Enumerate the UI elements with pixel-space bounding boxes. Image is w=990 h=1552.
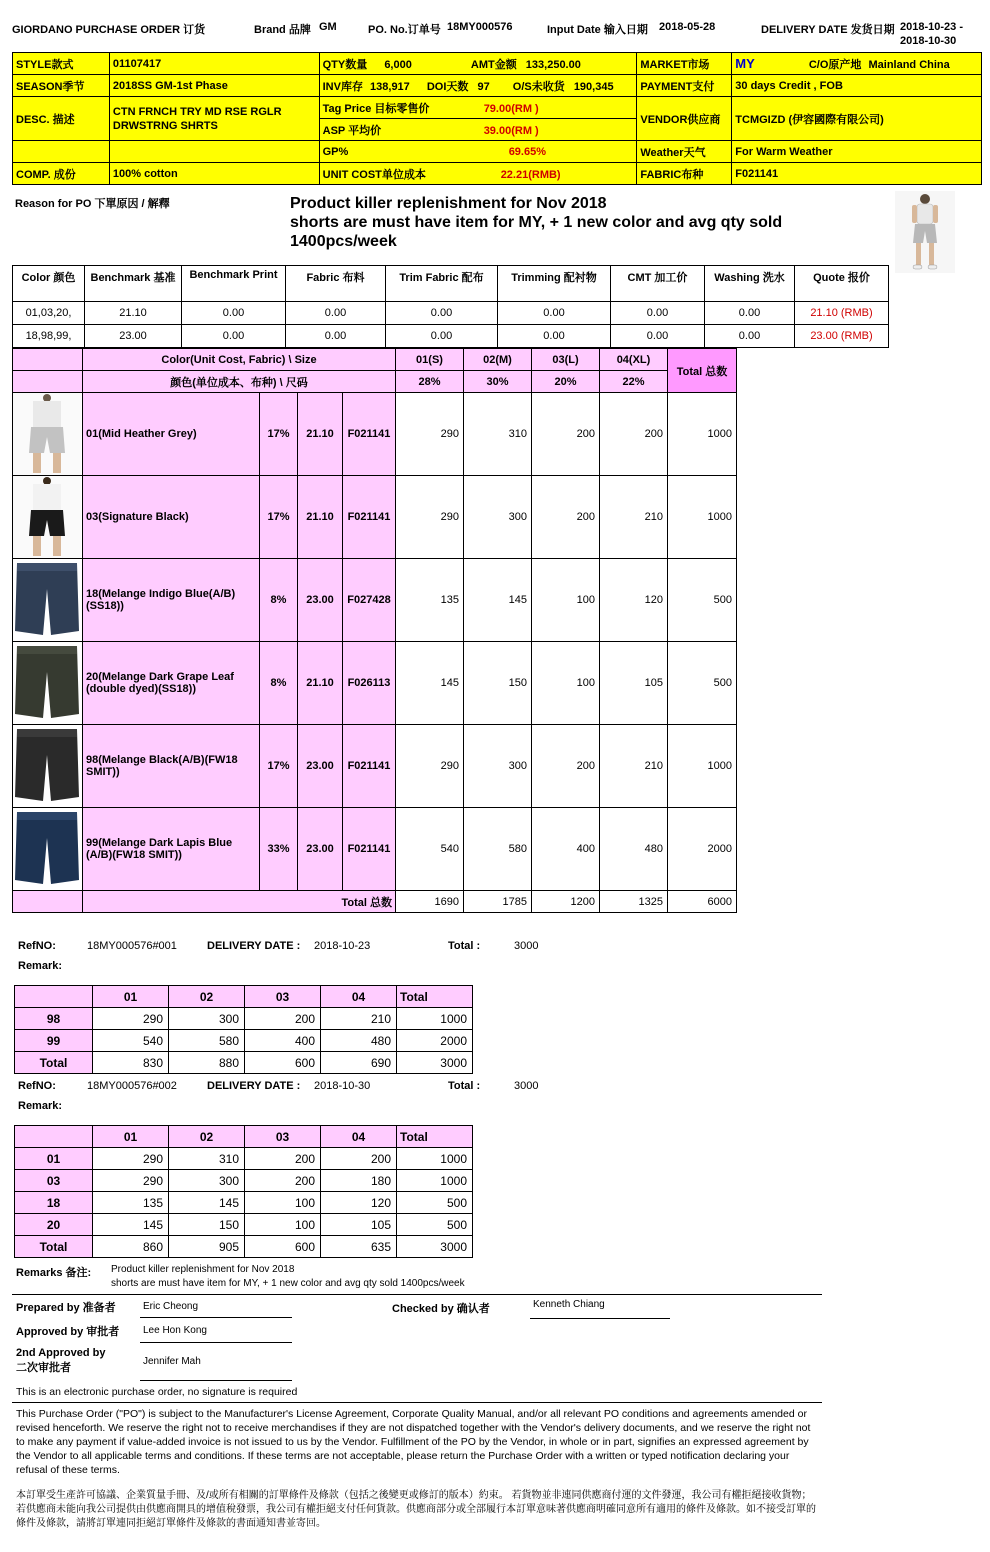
table-row: Total 860 905 600 635 3000 [15,1236,473,1258]
color-01-name: 01(Mid Heather Grey) [83,393,260,476]
reason-line-1: Product killer replenishment for Nov 2018 [290,195,607,212]
table-row: 03 290 300 200 180 1000 [15,1170,473,1192]
asp-label: ASP 平均价 [322,124,382,137]
size-xl: 04(XL) [600,349,668,371]
divider [12,1402,822,1403]
reason-label: Reason for PO 下單原因 / 解釋 [15,198,170,210]
delivery-date-label: DELIVERY DATE 发货日期 [761,24,895,36]
comp-value: 100% cotton [109,163,319,185]
fabric-label: FABRIC布种 [637,163,732,185]
brand-value: GM [319,21,337,33]
checked-name: Kenneth Chiang [533,1299,605,1310]
delivery-2-date-label: DELIVERY DATE : [207,1080,301,1092]
delivery-1-ref: 18MY000576#001 [87,940,177,952]
vendor-value: TCMGIZD (伊容國際有限公司) [732,97,982,141]
color-20-photo [13,642,83,725]
market-value: MY [735,55,755,71]
remarks-label: Remarks 备注: [16,1267,92,1279]
color-20-cost: 21.10 [298,642,343,725]
weather-label: Weather天气 [637,141,732,163]
color-98-cost: 23.00 [298,725,343,808]
terms-english: This Purchase Order ("PO") is subject to the Manufacturer's License Agreement, Corporate Quality Manual, and/or all relevant PO conditions and agreements amended or revised henceforth. We reserve the right not to receive merchandises if they are not dispatched together with the Vendor's delivery documents, and we reserve the right not to make any payment if value-added invoice is not issued to us by the Vendor. Fulfillment of the PO by the Vendor, in whole or in part, signifies an expressed agreement by the Vendor to all applicable terms and conditions. If these terms are not acceptable, please return the Purchase Order with a written or typed notification declaring your refusal of these terms. [16,1408,811,1476]
color-20-pct: 8% [260,642,298,725]
color-98-pct: 17% [260,725,298,808]
brand-label: Brand 品牌 [254,24,311,36]
po-title: GIORDANO PURCHASE ORDER 订货 [12,24,206,36]
color-99-fabric: F021141 [343,808,396,891]
inv-value: 138,917 [370,80,410,93]
os-value: 190,345 [573,80,614,93]
fabric-value: F021141 [732,163,982,185]
po-number-label: PO. No.订单号 [368,24,441,36]
delivery-1-total: 3000 [514,940,539,952]
table-row: 01,03,20, 21.10 0.00 0.00 0.00 0.00 0.00 0.00 21.10 (RMB) [13,302,889,325]
color-01-fabric: F021141 [343,393,396,476]
reason-line-3: 1400pcs/week [290,233,397,250]
color-98-fabric: F021141 [343,725,396,808]
delivery-2-total: 3000 [514,1080,539,1092]
col-fabric: Fabric 布料 [286,266,386,302]
desc-value: CTN FRNCH TRY MD RSE RGLR DRWSTRNG SHRTS [109,97,319,141]
size-header-line-1: Color(Unit Cost, Fabric) \ Size [83,349,396,371]
size-color-table [12,348,737,913]
signature-line [140,1380,292,1381]
size-header-line-2: 颜色(单位成本、布种) \ 尺码 [83,371,396,393]
style-value: 01107417 [109,53,319,75]
color-99-name: 99(Melange Dark Lapis Blue (A/B)(FW18 SMIT)) [83,808,260,891]
signature-line [530,1318,670,1319]
delivery-2-ref: 18MY000576#002 [87,1080,177,1092]
color-row-18: 18(Melange Indigo Blue(A/B)(SS18)) 8% 23.00 F027428 135 145 100 120 500 [13,559,737,642]
table-row: 01 290 310 200 200 1000 [15,1148,473,1170]
tag-price-label: Tag Price 目标零售价 [322,102,430,115]
table-row: 18 135 145 100 120 500 [15,1192,473,1214]
color-98-photo [13,725,83,808]
table-row: Total 830 880 600 690 3000 [15,1052,473,1074]
color-20-fabric: F026113 [343,642,396,725]
color-01-cost: 21.10 [298,393,343,476]
doi-value: 97 [477,80,490,93]
input-date-label: Input Date 输入日期 [547,24,648,36]
size-m: 02(M) [464,349,532,371]
color-20-name: 20(Melange Dark Grape Leaf (double dyed)(SS18)) [83,642,260,725]
cost-header-row [13,266,889,302]
col-benchmark-print: Benchmark Print [182,266,286,302]
delivery-1-table: 01 02 03 04 Total 98 290 300 200 210 1000 99 540 580 400 480 2000 Total 830 880 600 690 3000 [14,985,473,1074]
col-trimming: Trimming 配衬物 [498,266,611,302]
season-value: 2018SS GM-1st Phase [109,75,319,97]
color-row-98: 98(Melange Black(A/B)(FW18 SMIT)) 17% 23.00 F021141 290 300 200 210 1000 [13,725,737,808]
po-info-table [12,52,982,185]
grand-total-label: Total 总数 [83,891,396,913]
signature-line [140,1342,292,1343]
ratio-xl: 22% [600,371,668,393]
ratio-s: 28% [396,371,464,393]
electronic-notice: This is an electronic purchase order, no signature is required [16,1386,298,1398]
desc-label: DESC. 描述 [13,97,110,141]
terms-chinese: 本訂單受生產許可協議、企業質量手冊、及/或所有相關的訂單條件及條款（包括之後變更或修訂的版本）約束。 若貨物並非連同供應商付運的文件發運，我公司有權拒絕接收貨物；若供應商未能向我公司提供由供應商開具的增值稅發票，我公司有權拒絕支付任何貨款。供應商部分或全部履行本訂單意味著供應商明確同意所有適用的條件及條款。如不接受訂單的條件及條款，請將訂單連同拒絕訂單條件及條款的書面通知書並寄回。 [16,1490,816,1529]
color-99-cost: 23.00 [298,808,343,891]
color-18-fabric: F027428 [343,559,396,642]
delivery-date-to: 2018-10-30 [900,35,957,47]
season-label: SEASON季节 [13,75,110,97]
tag-price-value: 79.00(RM ) [483,102,539,115]
approved2-name: Jennifer Mah [143,1356,201,1367]
origin-label: C/O原产地 [808,58,862,71]
divider [12,1294,822,1295]
po-number: 18MY000576 [447,21,513,33]
delivery-1-remark-label: Remark: [18,960,63,972]
qty-value: 6,000 [384,58,412,71]
asp-value: 39.00(RM ) [483,124,539,137]
payment-value: 30 days Credit , FOB [732,75,982,97]
remarks-line-2: shorts are must have item for MY, + 1 new color and avg qty sold 1400pcs/week [111,1278,465,1289]
delivery-2-ref-label: RefNO: [18,1080,56,1092]
origin-value: Mainland China [868,58,950,71]
product-photo [895,191,955,273]
gp-label: GP% [322,145,349,158]
reason-line-2: shorts are must have item for MY, + 1 new color and avg qty sold [290,214,783,231]
table-row: 99 540 580 400 480 2000 [15,1030,473,1052]
color-01-photo [13,393,83,476]
col-benchmark: Benchmark 基准 [85,266,182,302]
color-03-cost: 21.10 [298,476,343,559]
col-cmt: CMT 加工价 [611,266,705,302]
color-row-03: 03(Signature Black) 17% 21.10 F021141 290 300 200 210 1000 [13,476,737,559]
delivery-2-total-label: Total : [448,1080,481,1092]
weather-value: For Warm Weather [732,141,982,163]
size-l: 03(L) [532,349,600,371]
color-98-name: 98(Melange Black(A/B)(FW18 SMIT)) [83,725,260,808]
signature-line [140,1317,292,1318]
doi-label: DOI天数 [426,80,469,93]
delivery-2-table: 01 02 03 04 Total 01 290 310 200 200 1000 03 290 300 200 180 1000 18 135 145 100 120 500 20 145 150 100 105 500 Total 860 905 600 635 3000 [14,1125,473,1258]
color-99-pct: 33% [260,808,298,891]
total-header: Total 总数 [668,349,737,393]
color-18-cost: 23.00 [298,559,343,642]
delivery-1-date-label: DELIVERY DATE : [207,940,301,952]
remarks-line-1: Product killer replenishment for Nov 2018 [111,1264,295,1275]
color-99-photo [13,808,83,891]
inv-label: INV库存 [322,80,363,93]
approved2-label-1: 2nd Approved by [16,1347,106,1359]
style-label: STYLE款式 [13,53,110,75]
amt-label: AMT金额 [470,58,517,71]
prepared-label: Prepared by 准备者 [16,1302,116,1314]
unit-cost-label: UNIT COST单位成本 [322,168,426,181]
col-quote: Quote 报价 [795,266,889,302]
input-date: 2018-05-28 [659,21,716,33]
color-01-pct: 17% [260,393,298,476]
table-row: 18,98,99, 23.00 0.00 0.00 0.00 0.00 0.00 0.00 23.00 (RMB) [13,325,889,348]
approved2-label-2: 二次审批者 [16,1362,71,1374]
ratio-l: 20% [532,371,600,393]
payment-label: PAYMENT支付 [637,75,732,97]
comp-label: COMP. 成份 [13,163,110,185]
reason-text [290,194,782,251]
cost-breakdown-table [12,265,889,348]
table-row: 98 290 300 200 210 1000 [15,1008,473,1030]
delivery-1-date: 2018-10-23 [314,940,371,952]
prepared-name: Eric Cheong [143,1301,199,1312]
table-row: 20 145 150 100 105 500 [15,1214,473,1236]
amt-value: 133,250.00 [525,58,581,71]
approved-name: Lee Hon Kong [143,1325,207,1336]
qty-label: QTY数量 [322,58,368,71]
color-row-99: 99(Melange Dark Lapis Blue (A/B)(FW18 SMIT)) 33% 23.00 F021141 540 580 400 480 2000 [13,808,737,891]
color-03-photo [13,476,83,559]
delivery-2-date: 2018-10-30 [314,1080,371,1092]
vendor-label: VENDOR供应商 [637,97,732,141]
delivery-date-from: 2018-10-23 - [900,21,963,33]
approved-label: Approved by 审批者 [16,1326,120,1338]
size-s: 01(S) [396,349,464,371]
color-18-name: 18(Melange Indigo Blue(A/B)(SS18)) [83,559,260,642]
ratio-m: 30% [464,371,532,393]
os-label: O/S未收货 [512,80,565,93]
delivery-1-ref-label: RefNO: [18,940,56,952]
col-trim-fabric: Trim Fabric 配布 [386,266,498,302]
color-row-20: 20(Melange Dark Grape Leaf (double dyed)(SS18)) 8% 21.10 F026113 145 150 100 105 500 [13,642,737,725]
grand-total-row: Total 总数 1690 1785 1200 1325 6000 [13,891,737,913]
delivery-1-total-label: Total : [448,940,481,952]
checked-label: Checked by 确认者 [392,1303,490,1315]
color-row-01: 01(Mid Heather Grey) 17% 21.10 F021141 290 310 200 200 1000 [13,393,737,476]
gp-value: 69.65% [508,145,546,158]
unit-cost-value: 22.21(RMB) [500,168,561,181]
color-03-name: 03(Signature Black) [83,476,260,559]
delivery-2-remark-label: Remark: [18,1100,63,1112]
color-18-pct: 8% [260,559,298,642]
color-03-pct: 17% [260,476,298,559]
color-18-photo [13,559,83,642]
col-washing: Washing 洗水 [705,266,795,302]
market-label: MARKET市场 [637,53,732,75]
col-color: Color 颜色 [13,266,85,302]
color-03-fabric: F021141 [343,476,396,559]
